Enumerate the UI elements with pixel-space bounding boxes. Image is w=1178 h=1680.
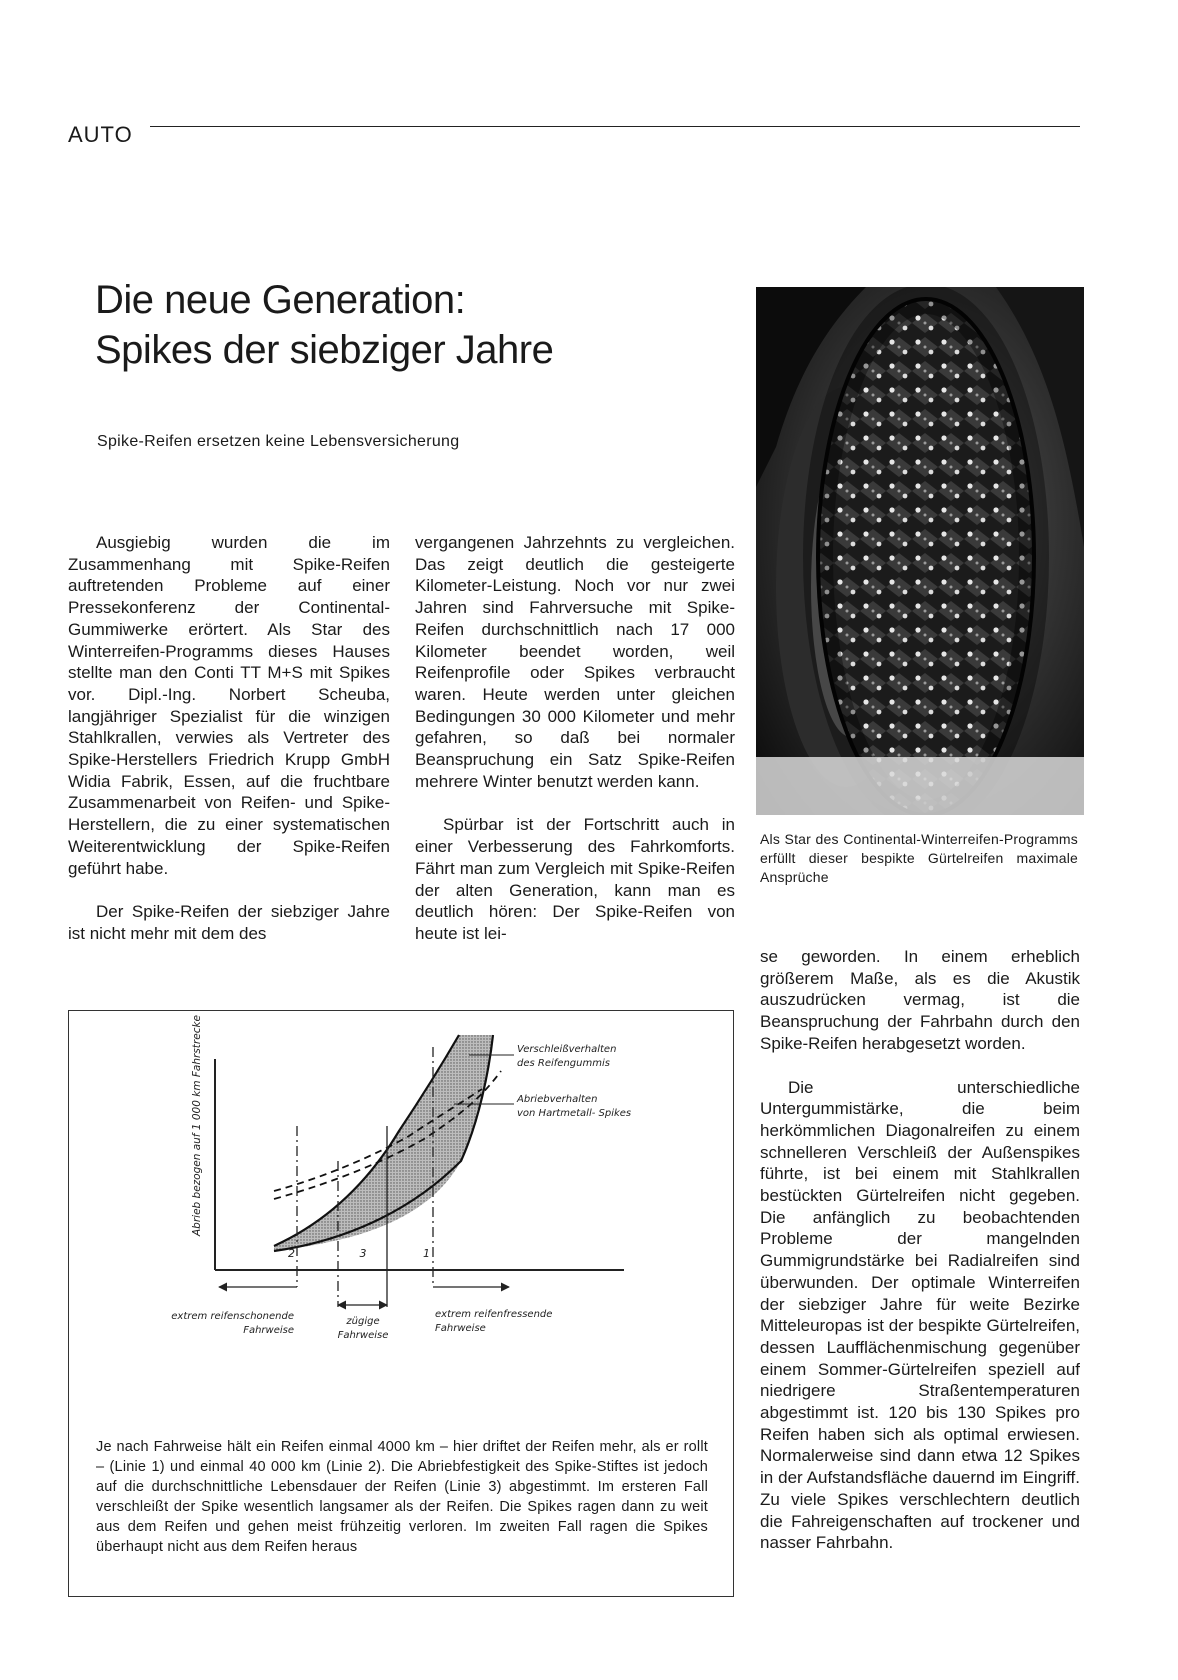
paragraph: Spürbar ist der Fortschritt auch in einer Verbesserung des Fahrkomforts. Fährt man zum Vergleich mit Spike-Reifen der alten Generation, kann man es deutlich hören: Der Spike-Reifen von heute ist lei- <box>415 815 735 943</box>
photo-caption: Als Star des Continental-Winterreifen-Programms erfüllt dieser bespikte Gürtelreifen maximale Ansprüche <box>760 831 1078 885</box>
title-line-2: Spikes der siebziger Jahre <box>95 328 554 372</box>
paragraph: Der Spike-Reifen der siebziger Jahre ist nicht mehr mit dem des <box>68 902 390 943</box>
title-line-1: Die neue Generation: <box>95 278 466 322</box>
annotation-gentle-1: extrem reifenschonende <box>171 1311 294 1322</box>
tire-illustration <box>756 287 1084 815</box>
text-column-1 <box>68 532 390 967</box>
text-column-3 <box>760 946 1080 1576</box>
tire-photo <box>756 287 1084 815</box>
figure-caption: Je nach Fahrweise hält ein Reifen einmal 4000 km – hier driftet der Reifen mehr, als er rollt – (Linie 1) und einmal 40 000 km (Linie 2). Die Abriebfestigkeit des Spike-Stiftes ist jedoch auf die durchschnittliche Lebensdauer der Reifen (Linie 3) abgestimmt. Im ersteren Fall verschleißt der Spike wesentlich langsamer als der Reifen. Die Spikes ragen dann zu weit aus dem Reifen und gehen meist frühzeitig verloren. Im zweiten Fall ragen die Spikes überhaupt nicht aus dem Reifen heraus <box>96 1439 708 1555</box>
rubber-wear-band <box>274 1035 493 1251</box>
annotation-spike-2: von Hartmetall- Spikes <box>517 1108 632 1119</box>
text-column-2 <box>415 532 735 967</box>
paragraph: Ausgiebig wurden die im Zusammenhang mit Spike-Reifen auftretenden Probleme auf einer Pressekonferenz der Continental-Gummiwerke erörtert. Als Star des Winterreifen-Programms dieses Hauses stellte man den Conti TT M+S mit Spikes vor. Dipl.-Ing. Norbert Scheuba, langjähriger Spezialist für die winzigen Stahlkrallen, verwies als Vertreter des Spike-Herstellers Friedrich Krupp GmbH Widia Fabrik, Essen, auf die fruchtbare Zusammenarbeit von Reifen- und Spike-Herstellern, die zu einer systematischen Weiterentwicklung der Spike-Reifen geführt habe. <box>68 533 390 878</box>
line-label: 2 <box>288 1247 295 1260</box>
annotation-rubber-1: Verschleißverhalten <box>517 1044 617 1055</box>
paragraph: se geworden. In einem erheblich größerem Maße, als es die Akustik auszudrücken vermag, ist die Beanspruchung der Fahrbahn durch den Spike-Reifen herabgesetzt worden. <box>760 947 1080 1053</box>
paragraph: Die unterschiedliche Untergummistärke, die beim herkömmlichen Diagonalreifen zu einem schnelleren Verschleiß der Außenspikes führte, ist bei einem mit Stahlkrallen bestückten Gürtelreifen nicht gegeben. Die anfänglich zu beobachtenden Probleme der mangelnden Gummigrundstärke bei Radialreifen sind überwunden. Der optimale Winterreifen der siebziger Jahre für weite Bezirke Mitteleuropas ist der bespikte Gürtelreifen, dessen Laufflächenmischung gegenüber einem Sommer-Gürtelreifen speziell auf niedrigere Straßentemperaturen abgestimmt ist. 120 bis 130 Spikes pro Reifen haben sich als optimal erwiesen. Normalerweise sind dann etwa 12 Spikes in der Aufstandsfläche dauernd im Eingriff. Zu viele Spikes verschlechtern deutlich die Fahreigenschaften auf trockener und nasser Fahrbahn. <box>760 1077 1080 1553</box>
line-label: 3 <box>359 1247 367 1260</box>
section-rule <box>150 126 1080 127</box>
annotation-gentle-2: Fahrweise <box>243 1325 294 1336</box>
article-subtitle: Spike-Reifen ersetzen keine Lebensversicherung <box>97 433 460 450</box>
section-label: AUTO <box>68 122 133 147</box>
y-axis-label: Abrieb bezogen auf 1 000 km Fahrstrecke <box>191 1014 203 1236</box>
line-label: 1 <box>423 1247 430 1260</box>
annotation-spike-1: Abriebverhalten <box>517 1094 598 1105</box>
annotation-rubber-2: des Reifengummis <box>517 1058 610 1069</box>
wear-chart <box>69 1011 733 1436</box>
article-title <box>95 275 715 375</box>
annotation-brisk-2: Fahrweise <box>337 1330 389 1341</box>
paragraph: vergangenen Jahrzehnts zu vergleichen. Das zeigt deutlich die gesteigerte Kilometer-Leistung. Noch vor nur zwei Jahren sind Fahrversuche mit Spike-Reifen durchschnittlich nach 17 000 Kilometer beendet worden, weil Reifenprofile oder Spikes verbraucht waren. Heute werden unter gleichen Bedingungen 30 000 Kilometer und mehr gefahren, so daß bei normaler Beanspruchung ein Satz Spike-Reifen mehrere Winter benutzt werden kann. <box>415 533 735 791</box>
annotation-brisk-1: zügige <box>346 1316 380 1327</box>
annotation-aggressive-1: extrem reifenfressende <box>435 1309 553 1320</box>
annotation-aggressive-2: Fahrweise <box>435 1323 486 1334</box>
